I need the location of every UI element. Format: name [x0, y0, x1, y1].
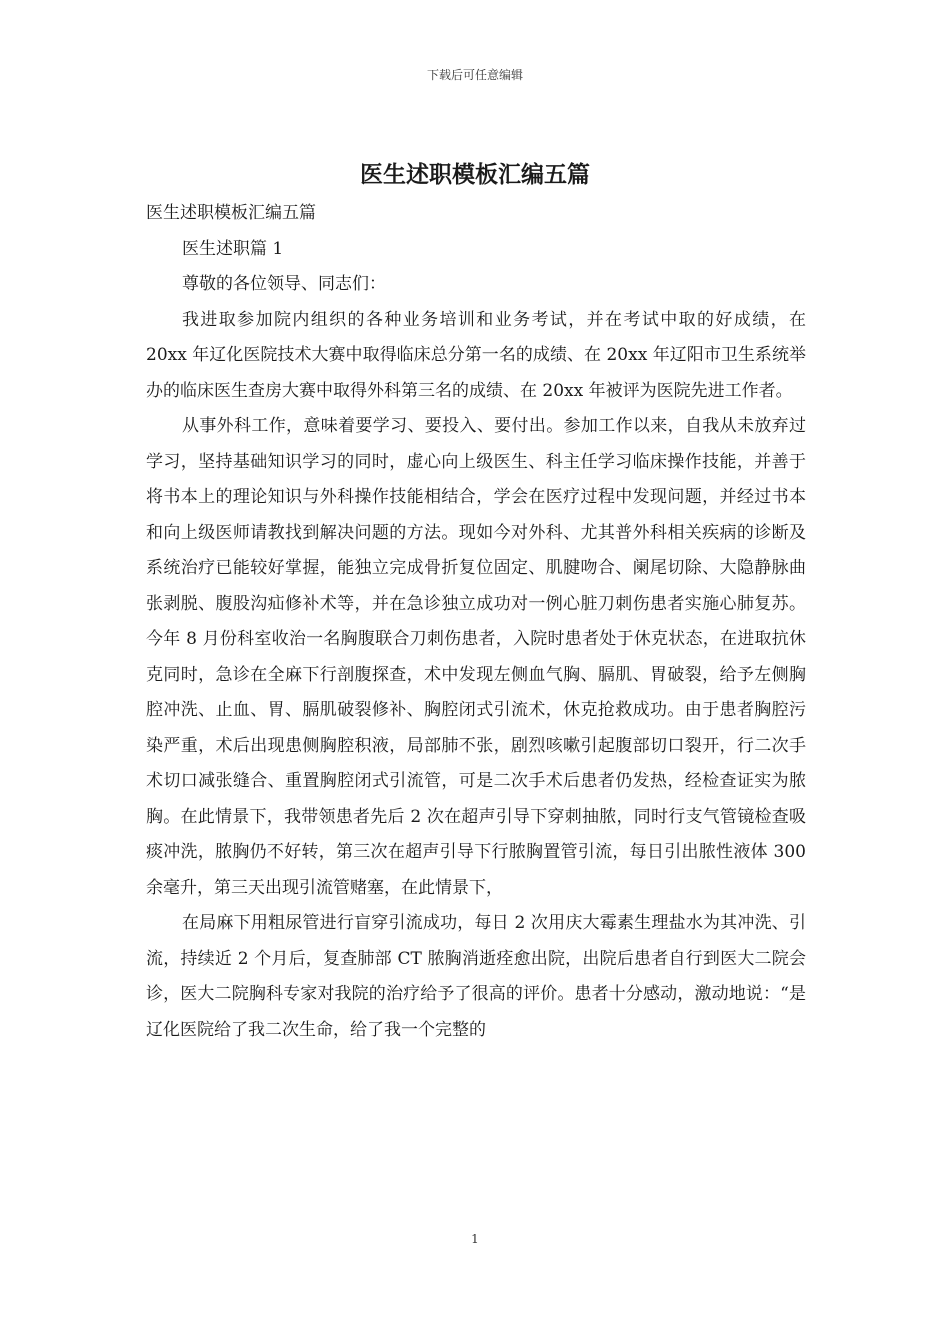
document-subtitle: 医生述职模板汇编五篇	[146, 203, 316, 223]
section-heading: 医生述职篇 1	[182, 238, 284, 259]
header-note: 下载后可任意编辑	[426, 68, 523, 82]
greeting: 尊敬的各位领导、同志们：	[182, 274, 386, 294]
paragraph-1: 我进取参加院内组织的各种业务培训和业务考试，并在考试中取的好成绩，在 20xx 年辽化医院技术大赛中取得临床总分第一名的成绩、在 20xx 年辽阳市卫生系统举办的临床医生查房大赛中取得外科第三名的成绩、在 20xx 年被评为医院先进工作者。	[146, 309, 806, 401]
paragraph-3: 在局麻下用粗尿管进行盲穿引流成功，每日 2 次用庆大霉素生理盐水为其冲洗、引流，持续近 2 个月后，复查肺部 CT 脓胸消逝痊愈出院，出院后患者自行到医大二院会诊，医大二院胸科专家对我院的治疗给予了很高的评价。患者十分感动，激动地说：“是辽化医院给了我二次生命，给了我一个完整的	[146, 913, 806, 1040]
document-body	[146, 196, 806, 1048]
page-number: 1	[471, 1232, 479, 1246]
document-title: 医生述职模板汇编五篇	[360, 161, 590, 188]
paragraph-2: 从事外科工作，意味着要学习、要投入、要付出。参加工作以来，自我从未放弃过学习，坚持基础知识学习的同时，虚心向上级医生、科主任学习临床操作技能，并善于将书本上的理论知识与外科操作技能相结合，学会在医疗过程中发现问题，并经过书本和向上级医师请教找到解决问题的方法。现如今对外科、尤其普外科相关疾病的诊断及系统治疗已能较好掌握，能独立完成骨折复位固定、肌腱吻合、阑尾切除、大隐静脉曲张剥脱、腹股沟疝修补术等，并在急诊独立成功对一例心脏刀刺伤患者实施心肺复苏。今年 8 月份科室收治一名胸腹联合刀刺伤患者，入院时患者处于休克状态，在进取抗休克同时，急诊在全麻下行剖腹探查，术中发现左侧血气胸、膈肌、胃破裂，给予左侧胸腔冲洗、止血、胃、膈肌破裂修补、胸腔闭式引流术，休克抢救成功。由于患者胸腔污染严重，术后出现患侧胸腔积液，局部肺不张，剧烈咳嗽引起腹部切口裂开，行二次手术切口减张缝合、重置胸腔闭式引流管，可是二次手术后患者仍发热，经检查证实为脓胸。在此情景下，我带领患者先后 2 次在超声引导下穿刺抽脓，同时行支气管镜检查吸痰冲洗，脓胸仍不好转，第三次在超声引导下行脓胸置管引流，每日引出脓性液体 300 余毫升，第三天出现引流管赌塞，在此情景下，	[146, 416, 806, 898]
